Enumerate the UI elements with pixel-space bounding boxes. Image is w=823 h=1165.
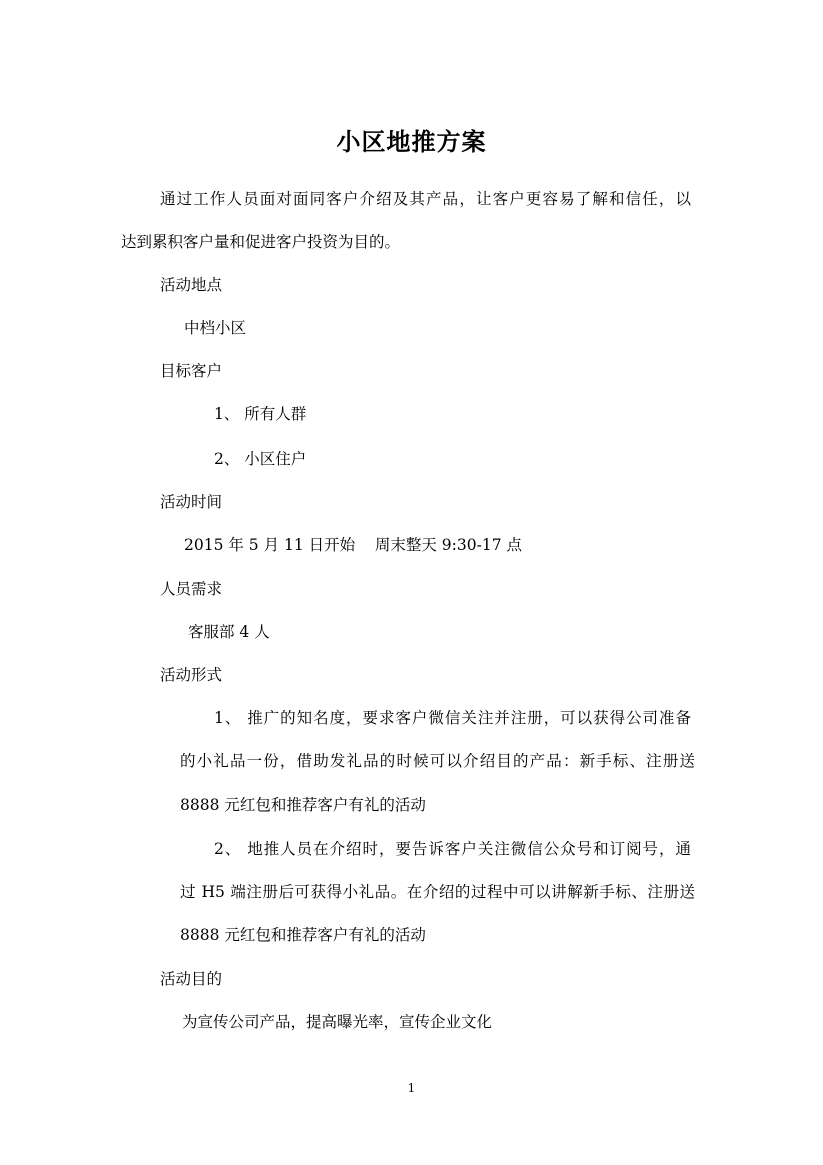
section-heading-target: 目标客户 bbox=[160, 362, 223, 380]
section-heading-format: 活动形式 bbox=[160, 666, 223, 684]
document-title: 小区地推方案 bbox=[336, 127, 487, 156]
location-content: 中档小区 bbox=[184, 319, 247, 337]
format-item-2-line-3: 8888 元红包和推荐客户有礼的活动 bbox=[180, 926, 426, 944]
section-heading-location: 活动地点 bbox=[160, 276, 223, 294]
format-item-1-line-3: 8888 元红包和推荐客户有礼的活动 bbox=[180, 796, 426, 814]
format-item-2-line-2: 过 H5 端注册后可获得小礼品。在介绍的过程中可以讲解新手标、注册送 bbox=[180, 883, 695, 901]
staff-content: 客服部 4 人 bbox=[188, 623, 270, 641]
target-item-1: 1、 所有人群 bbox=[214, 405, 307, 423]
target-item-2: 2、 小区住户 bbox=[214, 450, 307, 468]
section-heading-time: 活动时间 bbox=[160, 493, 223, 511]
format-item-2-line-1: 2、 地推人员在介绍时，要告诉客户关注微信公众号和订阅号，通 bbox=[214, 840, 691, 858]
format-item-1-line-1: 1、 推广的知名度，要求客户微信关注并注册，可以获得公司准备 bbox=[214, 709, 691, 727]
time-content: 2015 年 5 月 11 日开始 周末整天 9:30-17 点 bbox=[184, 536, 522, 554]
page-number: 1 bbox=[407, 1081, 416, 1095]
section-heading-staff: 人员需求 bbox=[160, 580, 223, 598]
intro-line-2: 达到累积客户量和促进客户投资为目的。 bbox=[121, 233, 401, 251]
format-item-1-line-2: 的小礼品一份，借助发礼品的时候可以介绍目的产品：新手标、注册送 bbox=[180, 752, 695, 770]
section-heading-purpose: 活动目的 bbox=[160, 970, 223, 988]
intro-line-1: 通过工作人员面对面同客户介绍及其产品，让客户更容易了解和信任，以 bbox=[160, 190, 691, 208]
purpose-content: 为宣传公司产品，提高曝光率，宣传企业文化 bbox=[182, 1013, 493, 1031]
